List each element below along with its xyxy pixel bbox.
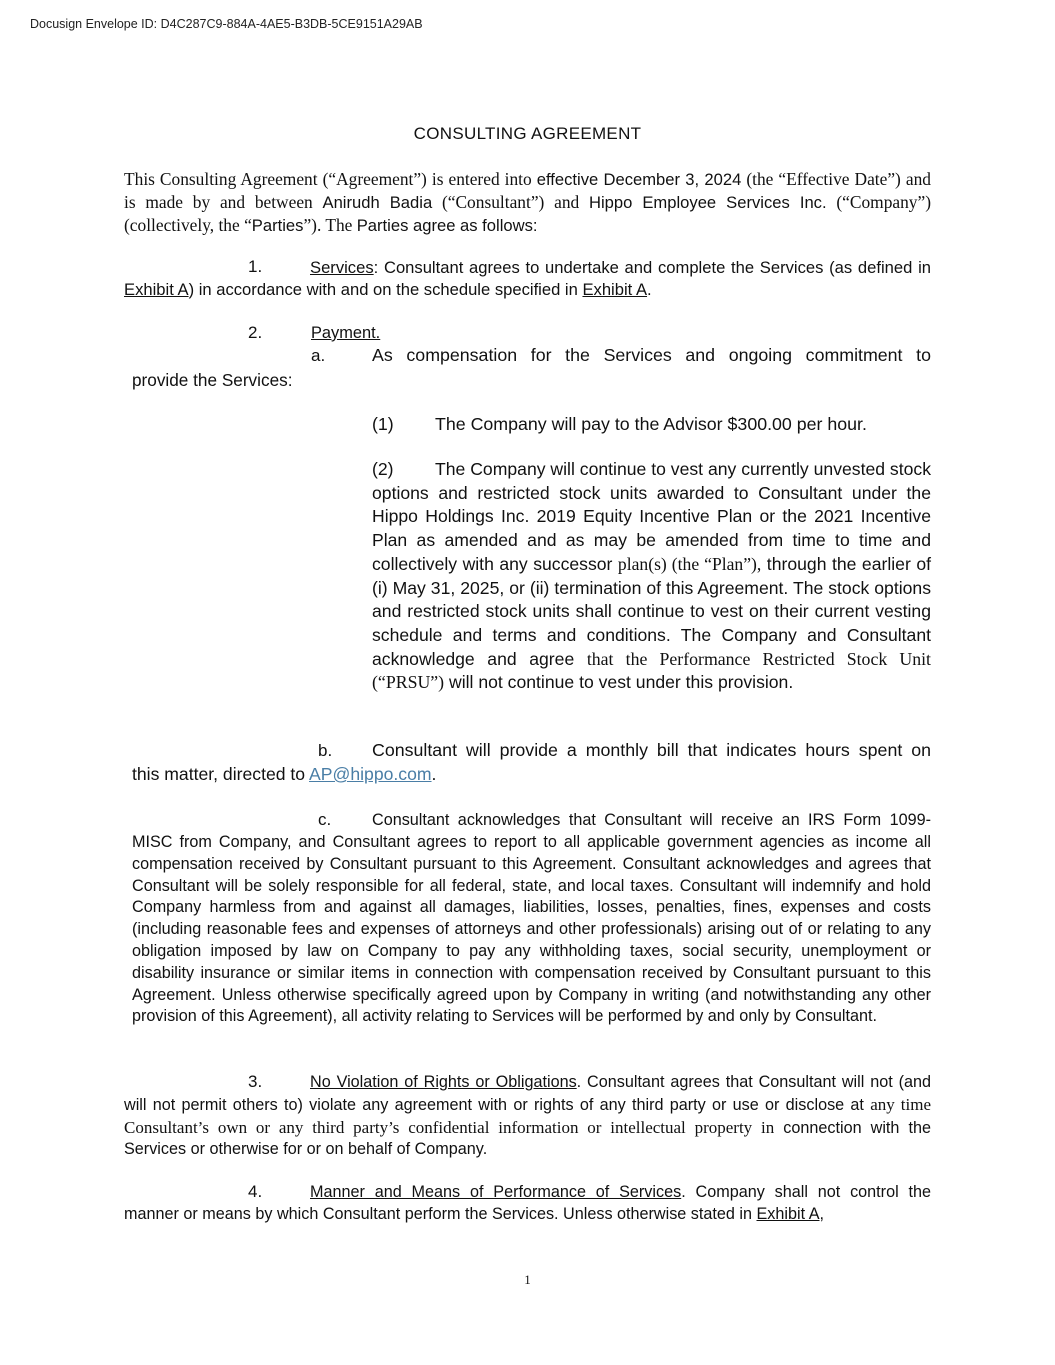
section-1-number: 1. bbox=[248, 257, 263, 276]
page-number: 1 bbox=[524, 1272, 531, 1287]
intro-effective-date: effective December 3, 2024 bbox=[536, 170, 742, 189]
item-a-line2: provide the Services: bbox=[132, 370, 293, 390]
section-4-paragraph bbox=[124, 1182, 931, 1226]
section-4-number: 4. bbox=[248, 1182, 263, 1201]
company-name: Hippo Employee Services Inc. bbox=[588, 193, 827, 212]
section-1-text: . bbox=[647, 280, 652, 299]
item-c-label: c. bbox=[318, 810, 332, 829]
item-b-text: this matter, directed to bbox=[132, 764, 310, 784]
section-3-text: . Consultant agrees that Consultant will not (and will not permit others to) violate any agreement with or rights of any third party or use or disclose at bbox=[124, 1073, 931, 1114]
intro-text: ”). The bbox=[303, 215, 357, 235]
item-a-label: a. bbox=[311, 346, 326, 365]
intro-text: (“Consultant”) and bbox=[432, 192, 589, 212]
item-c-line1: Consultant acknowledges that Consultant will receive an IRS Form 1099- bbox=[372, 811, 931, 829]
intro-text: This Consulting Agreement (“Agreement”) is entered into bbox=[124, 169, 537, 189]
ap-email-link[interactable]: AP@hippo.com bbox=[309, 764, 432, 784]
item-2-text: through the earlier of (i) May 31, 2025, or (ii) termination of this Agreement. The stock options and restricted stock units shall continue to vest on their current vesting schedule and terms and conditions. The Company and Consultant acknowledge and agree bbox=[372, 553, 931, 669]
item-c-paragraph: MISC from Company, and Consultant agrees to report to all applicable government agencies as income all compensation received by Consultant pursuant to this Agreement. Consultant acknowledges and agrees that Consultant will be solely responsible for all federal, state, and local taxes. Consultant will indemnify and hold Company harmless from and against all damages, liabilities, losses, penalties, fines, expenses and costs (including reasonable fees and expenses of attorneys and other professionals) arising out of or relating to any obligation imposed by law on Company to pay any withholding taxes, social security, unemployment or disability insurance or similar items in connection with compensation received by Consultant pursuant to this Agreement. Unless otherwise specifically agreed upon by Company in writing (and notwithstanding any other provision of this Agreement), all activity relating to Services will be performed by and only by Consultant. bbox=[132, 833, 931, 1026]
exhibit-a-link: Exhibit A bbox=[756, 1204, 820, 1223]
intro-paragraph bbox=[124, 168, 931, 237]
item-a-line1: As compensation for the Services and ongoing commitment to bbox=[372, 345, 931, 365]
intro-parties: Parties bbox=[251, 216, 304, 235]
item-b-label: b. bbox=[318, 741, 333, 760]
item-2-paragraph bbox=[372, 458, 931, 695]
section-1-heading: Services bbox=[310, 258, 374, 277]
section-3-paragraph bbox=[124, 1072, 931, 1161]
section-3-heading: No Violation of Rights or Obligations bbox=[310, 1073, 577, 1091]
item-2-text: The Company will continue to vest any currently unvested stock options and restricted stock units awarded to Consultant under the Hippo Holdings Inc. 2019 Equity Incentive Plan or the 2021 Incentive Plan as amended and as may be amended from time to time and collectively with any successor bbox=[372, 459, 931, 574]
section-1-text: ) in accordance with and on the schedule specified in bbox=[188, 280, 583, 299]
section-4-text: . Company shall not control the manner or means by which Consultant perform the Services. Unless otherwise stated in bbox=[124, 1183, 932, 1223]
item-2-text: that the Performance Restricted Stock Unit (“PRSU”) bbox=[372, 648, 931, 693]
item-b-text: . bbox=[431, 764, 437, 784]
exhibit-a-link: Exhibit A bbox=[124, 280, 189, 299]
section-2-heading: Payment. bbox=[311, 324, 381, 342]
section-3-text: connection with the Services or otherwise for or on behalf of Company. bbox=[124, 1118, 931, 1159]
intro-agree: Parties agree as follows: bbox=[356, 216, 538, 235]
section-2-number: 2. bbox=[248, 323, 263, 342]
item-2-label: (2) bbox=[372, 459, 394, 479]
item-2-text: will not continue to vest under this provision. bbox=[444, 672, 794, 693]
item-1-text: The Company will pay to the Advisor $300.00 per hour. bbox=[435, 414, 867, 434]
section-1-paragraph bbox=[124, 257, 931, 301]
section-4-heading: Manner and Means of Performance of Services bbox=[310, 1183, 682, 1201]
section-3-text: any time Consultant’s own or any third party’s confidential information or intellectual property in bbox=[124, 1094, 932, 1137]
item-b-line1: Consultant will provide a monthly bill that indicates hours spent on bbox=[372, 740, 931, 760]
exhibit-a-link: Exhibit A bbox=[582, 280, 648, 299]
docusign-envelope-id: Docusign Envelope ID: D4C287C9-884A-4AE5-B3DB-5CE9151A29AB bbox=[30, 17, 423, 31]
section-4-text: , bbox=[819, 1204, 824, 1223]
page-title: CONSULTING AGREEMENT bbox=[413, 124, 642, 143]
item-b-line2 bbox=[132, 764, 436, 785]
section-3-number: 3. bbox=[248, 1072, 263, 1091]
item-2-text: plan(s) (the “Plan”), bbox=[617, 553, 762, 574]
consultant-name: Anirudh Badia bbox=[322, 193, 433, 212]
intro-text: (“Company”) (collectively, the “ bbox=[124, 192, 932, 235]
intro-text: (the “Effective Date”) and is made by and between bbox=[124, 169, 931, 212]
section-1-text: : Consultant agrees to undertake and complete the Services (as defined in bbox=[373, 258, 931, 277]
item-1-label: (1) bbox=[372, 414, 394, 434]
